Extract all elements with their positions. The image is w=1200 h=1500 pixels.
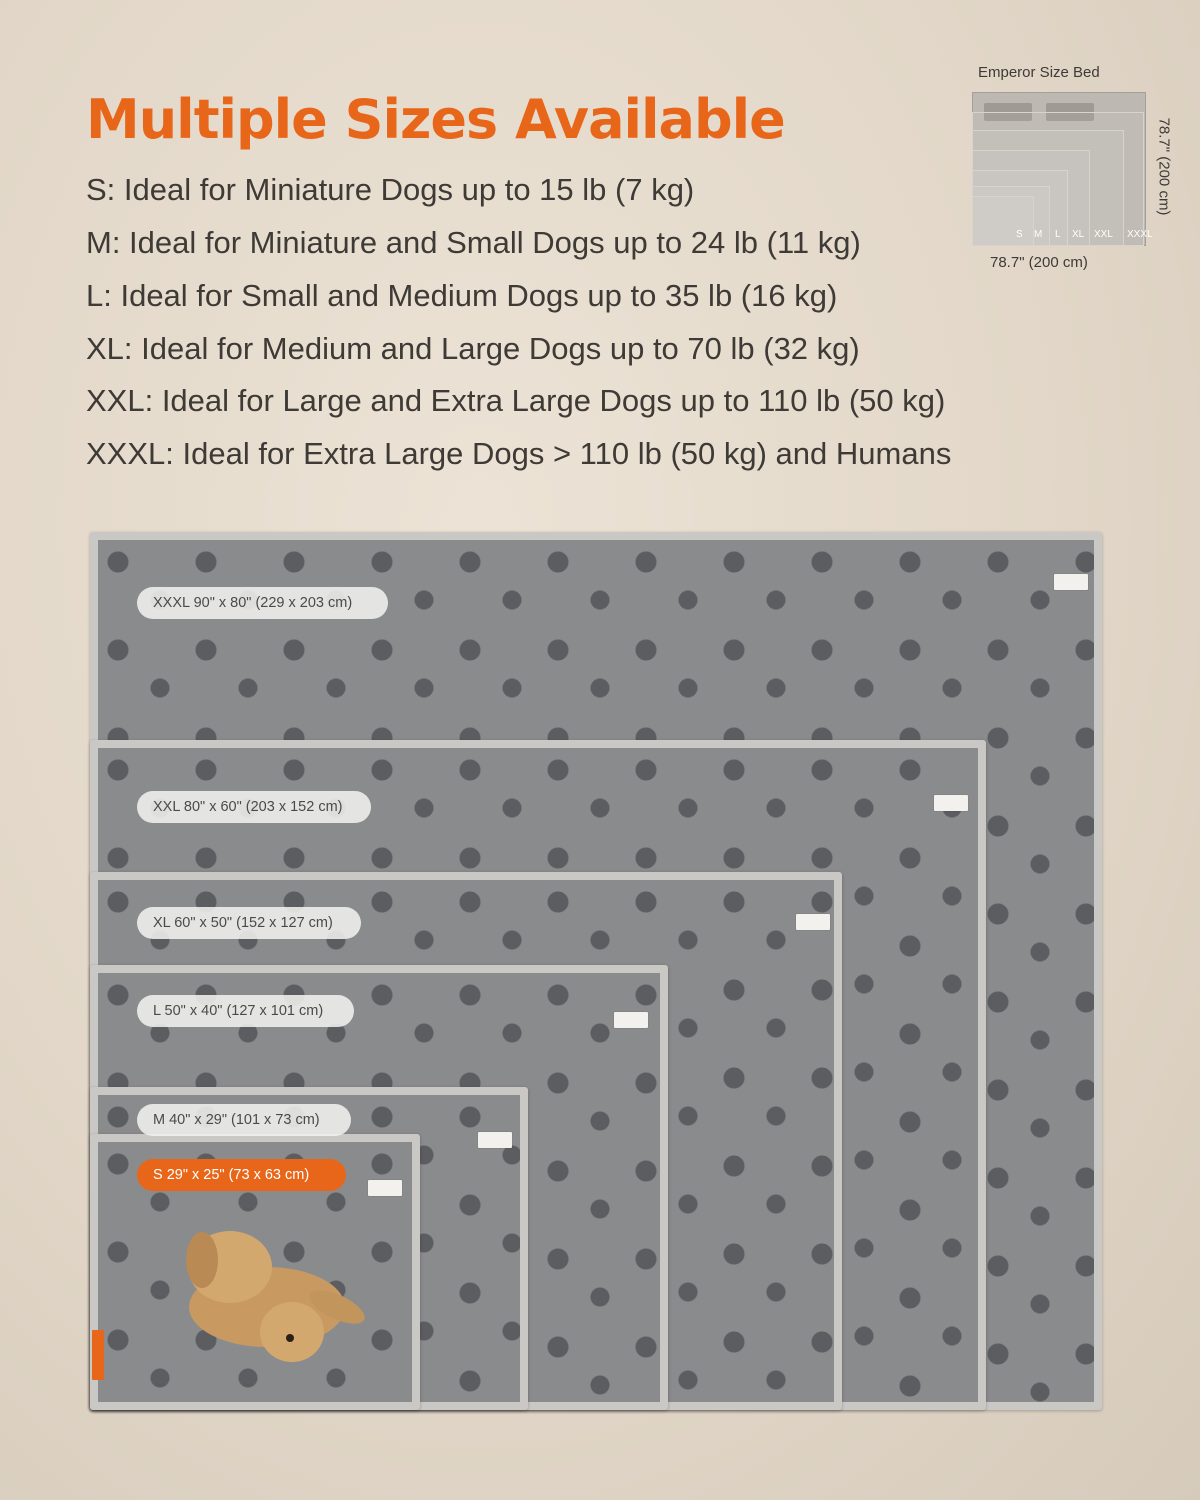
bed-size-letter-xxxl: XXXL (1127, 229, 1153, 240)
size-desc-m: M: Ideal for Miniature and Small Dogs up to 24 lb (11 kg) (86, 225, 861, 260)
bed-size-letter-xxl: XXL (1094, 229, 1113, 240)
size-label-l: L 50" x 40" (127 x 101 cm) (137, 995, 354, 1027)
care-tag (368, 1180, 402, 1196)
bed-size-letter-xl: XL (1072, 229, 1085, 240)
care-tag (478, 1132, 512, 1148)
bed-size-letter-s: S (1016, 229, 1023, 240)
size-label-m: M 40" x 29" (101 x 73 cm) (137, 1104, 351, 1136)
size-label-xxl: XXL 80" x 60" (203 x 152 cm) (137, 791, 371, 823)
bed-height-label: 78.7" (200 cm) (1155, 117, 1173, 216)
page-title: Multiple Sizes Available (86, 88, 785, 151)
care-tag (796, 914, 830, 930)
size-desc-xxxl: XXXL: Ideal for Extra Large Dogs > 110 lb (50 kg) and Humans (86, 436, 952, 471)
bed-size-letter-l: L (1055, 229, 1061, 240)
care-tag (1054, 574, 1088, 590)
size-desc-xxl: XXL: Ideal for Large and Extra Large Dogs up to 110 lb (50 kg) (86, 383, 946, 418)
dog-image (172, 1212, 382, 1372)
size-desc-xl: XL: Ideal for Medium and Large Dogs up to 70 lb (32 kg) (86, 331, 860, 366)
size-desc-l: L: Ideal for Small and Medium Dogs up to 35 lb (16 kg) (86, 278, 838, 313)
care-tag (934, 795, 968, 811)
brand-tag (92, 1330, 104, 1380)
bed-size-letter-m: M (1034, 229, 1043, 240)
care-tag (614, 1012, 648, 1028)
bed-layer-s (972, 196, 1034, 246)
size-desc-s: S: Ideal for Miniature Dogs up to 15 lb (7 kg) (86, 172, 695, 207)
size-label-s: S 29" x 25" (73 x 63 cm) (137, 1159, 346, 1191)
bed-caption: Emperor Size Bed (978, 64, 1100, 81)
size-label-xxxl: XXXL 90" x 80" (229 x 203 cm) (137, 587, 388, 619)
size-label-xl: XL 60" x 50" (152 x 127 cm) (137, 907, 361, 939)
bed-width-label: 78.7" (200 cm) (990, 254, 1088, 271)
